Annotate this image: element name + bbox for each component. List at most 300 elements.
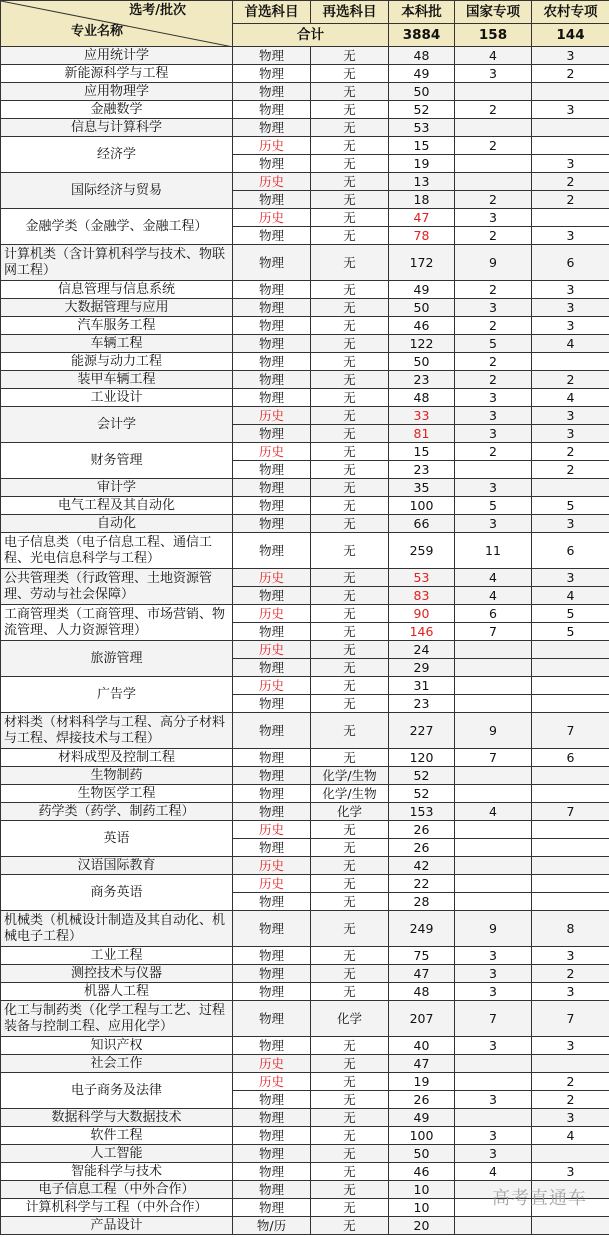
nongcun-count: 3 xyxy=(532,425,609,443)
second-subject: 无 xyxy=(311,47,389,65)
nongcun-count xyxy=(532,137,609,155)
major-name: 人工智能 xyxy=(1,1145,233,1163)
major-name: 智能科学与技术 xyxy=(1,1163,233,1181)
first-subject: 物理 xyxy=(233,839,311,857)
benke-count: 26 xyxy=(389,839,455,857)
major-name: 应用统计学 xyxy=(1,47,233,65)
nongcun-count xyxy=(532,1217,609,1235)
major-name: 车辆工程 xyxy=(1,335,233,353)
major-name: 电子信息类（电子信息工程、通信工程、光电信息科学与工程） xyxy=(1,533,233,569)
guojia-count: 4 xyxy=(455,1163,532,1181)
benke-count: 47 xyxy=(389,965,455,983)
guojia-count xyxy=(455,1073,532,1091)
corner-cell xyxy=(1,1,233,47)
total-guojia: 158 xyxy=(455,24,532,47)
table-row xyxy=(1,299,609,317)
nongcun-count: 2 xyxy=(532,173,609,191)
first-subject: 物理 xyxy=(233,245,311,281)
table-row xyxy=(1,911,609,947)
second-subject: 无 xyxy=(311,317,389,335)
table-row xyxy=(1,83,609,101)
second-subject: 无 xyxy=(311,173,389,191)
col-header-first-subject: 首选科目 xyxy=(233,1,311,24)
major-name: 信息与计算科学 xyxy=(1,119,233,137)
col-header-second-subject: 再选科目 xyxy=(311,1,389,24)
first-subject: 历史 xyxy=(233,407,311,425)
first-subject: 物理 xyxy=(233,947,311,965)
table-row xyxy=(1,605,609,623)
table-row xyxy=(1,515,609,533)
guojia-count: 2 xyxy=(455,317,532,335)
major-name: 汉语国际教育 xyxy=(1,857,233,875)
second-subject: 无 xyxy=(311,461,389,479)
benke-count: 83 xyxy=(389,587,455,605)
col-header-guojia: 国家专项 xyxy=(455,1,532,24)
major-name: 化工与制药类（化学工程与工艺、过程装备与控制工程、应用化学） xyxy=(1,1001,233,1037)
guojia-count: 5 xyxy=(455,335,532,353)
second-subject: 无 xyxy=(311,1055,389,1073)
second-subject: 无 xyxy=(311,1109,389,1127)
table-row xyxy=(1,821,609,839)
benke-count: 28 xyxy=(389,893,455,911)
first-subject: 物理 xyxy=(233,713,311,749)
nongcun-count xyxy=(532,119,609,137)
second-subject: 无 xyxy=(311,587,389,605)
second-subject: 无 xyxy=(311,857,389,875)
first-subject: 物理 xyxy=(233,767,311,785)
first-subject: 历史 xyxy=(233,821,311,839)
first-subject: 物理 xyxy=(233,515,311,533)
corner-top-label: 选考/批次 xyxy=(129,3,186,18)
benke-count: 26 xyxy=(389,1091,455,1109)
first-subject: 历史 xyxy=(233,857,311,875)
nongcun-count: 2 xyxy=(532,1073,609,1091)
nongcun-count: 6 xyxy=(532,533,609,569)
nongcun-count: 3 xyxy=(532,155,609,173)
nongcun-count: 6 xyxy=(532,245,609,281)
nongcun-count: 6 xyxy=(532,749,609,767)
second-subject: 无 xyxy=(311,479,389,497)
major-name: 应用物理学 xyxy=(1,83,233,101)
guojia-count: 3 xyxy=(455,389,532,407)
major-name: 财务管理 xyxy=(1,443,233,479)
total-nongcun: 144 xyxy=(532,24,609,47)
benke-count: 49 xyxy=(389,1109,455,1127)
corner-bottom-label: 专业名称 xyxy=(71,24,124,39)
table-row xyxy=(1,533,609,569)
second-subject: 无 xyxy=(311,1091,389,1109)
table-row xyxy=(1,767,609,785)
second-subject: 无 xyxy=(311,389,389,407)
guojia-count: 7 xyxy=(455,749,532,767)
nongcun-count: 3 xyxy=(532,227,609,245)
first-subject: 历史 xyxy=(233,641,311,659)
first-subject: 物/历 xyxy=(233,1217,311,1235)
benke-count: 47 xyxy=(389,1055,455,1073)
nongcun-count: 3 xyxy=(532,299,609,317)
second-subject: 无 xyxy=(311,335,389,353)
guojia-count xyxy=(455,1055,532,1073)
guojia-count: 3 xyxy=(455,947,532,965)
second-subject: 无 xyxy=(311,371,389,389)
first-subject: 历史 xyxy=(233,875,311,893)
major-name: 工业设计 xyxy=(1,389,233,407)
first-subject: 物理 xyxy=(233,299,311,317)
second-subject: 无 xyxy=(311,893,389,911)
first-subject: 历史 xyxy=(233,443,311,461)
first-subject: 物理 xyxy=(233,65,311,83)
guojia-count: 3 xyxy=(455,1127,532,1145)
second-subject: 无 xyxy=(311,281,389,299)
benke-count: 49 xyxy=(389,281,455,299)
table-body xyxy=(1,47,609,1235)
second-subject: 无 xyxy=(311,245,389,281)
guojia-count: 3 xyxy=(455,479,532,497)
table-row xyxy=(1,335,609,353)
first-subject: 历史 xyxy=(233,209,311,227)
table-row xyxy=(1,371,609,389)
nongcun-count: 3 xyxy=(532,1109,609,1127)
nongcun-count xyxy=(532,209,609,227)
second-subject: 无 xyxy=(311,911,389,947)
guojia-count xyxy=(455,83,532,101)
first-subject: 物理 xyxy=(233,1091,311,1109)
major-name: 旅游管理 xyxy=(1,641,233,677)
table-row xyxy=(1,947,609,965)
first-subject: 物理 xyxy=(233,191,311,209)
table-row xyxy=(1,1037,609,1055)
second-subject: 无 xyxy=(311,515,389,533)
first-subject: 物理 xyxy=(233,983,311,1001)
first-subject: 物理 xyxy=(233,389,311,407)
first-subject: 历史 xyxy=(233,569,311,587)
benke-count: 48 xyxy=(389,47,455,65)
first-subject: 物理 xyxy=(233,155,311,173)
benke-count: 172 xyxy=(389,245,455,281)
guojia-count xyxy=(455,659,532,677)
second-subject: 无 xyxy=(311,947,389,965)
major-name: 机械类（机械设计制造及其自动化、机械电子工程） xyxy=(1,911,233,947)
major-name: 社会工作 xyxy=(1,1055,233,1073)
guojia-count xyxy=(455,677,532,695)
nongcun-count xyxy=(532,641,609,659)
benke-count: 120 xyxy=(389,749,455,767)
guojia-count: 3 xyxy=(455,1091,532,1109)
major-name: 自动化 xyxy=(1,515,233,533)
nongcun-count xyxy=(532,659,609,677)
benke-count: 146 xyxy=(389,623,455,641)
guojia-count xyxy=(455,173,532,191)
nongcun-count xyxy=(532,1145,609,1163)
table-row xyxy=(1,965,609,983)
benke-count: 52 xyxy=(389,767,455,785)
first-subject: 物理 xyxy=(233,119,311,137)
major-name: 能源与动力工程 xyxy=(1,353,233,371)
table-row xyxy=(1,173,609,191)
guojia-count: 6 xyxy=(455,605,532,623)
major-name: 材料成型及控制工程 xyxy=(1,749,233,767)
total-benke: 3884 xyxy=(389,24,455,47)
benke-count: 33 xyxy=(389,407,455,425)
second-subject: 无 xyxy=(311,1145,389,1163)
first-subject: 历史 xyxy=(233,173,311,191)
second-subject: 无 xyxy=(311,209,389,227)
nongcun-count: 2 xyxy=(532,461,609,479)
guojia-count: 3 xyxy=(455,65,532,83)
guojia-count: 3 xyxy=(455,1037,532,1055)
major-name: 商务英语 xyxy=(1,875,233,911)
second-subject: 无 xyxy=(311,227,389,245)
benke-count: 10 xyxy=(389,1199,455,1217)
major-name: 金融数学 xyxy=(1,101,233,119)
second-subject: 无 xyxy=(311,875,389,893)
major-name: 数据科学与大数据技术 xyxy=(1,1109,233,1127)
benke-count: 153 xyxy=(389,803,455,821)
benke-count: 40 xyxy=(389,1037,455,1055)
major-name: 机器人工程 xyxy=(1,983,233,1001)
second-subject: 无 xyxy=(311,1181,389,1199)
second-subject: 无 xyxy=(311,965,389,983)
major-name: 经济学 xyxy=(1,137,233,173)
major-name: 计算机科学与工程（中外合作） xyxy=(1,1199,233,1217)
guojia-count: 11 xyxy=(455,533,532,569)
benke-count: 15 xyxy=(389,443,455,461)
first-subject: 物理 xyxy=(233,281,311,299)
table-row xyxy=(1,983,609,1001)
second-subject: 无 xyxy=(311,1163,389,1181)
nongcun-count xyxy=(532,857,609,875)
guojia-count: 2 xyxy=(455,353,532,371)
table-row xyxy=(1,569,609,587)
table-row xyxy=(1,245,609,281)
table-row xyxy=(1,317,609,335)
second-subject: 无 xyxy=(311,1037,389,1055)
benke-count: 78 xyxy=(389,227,455,245)
second-subject: 无 xyxy=(311,191,389,209)
first-subject: 历史 xyxy=(233,605,311,623)
table-row xyxy=(1,1127,609,1145)
first-subject: 物理 xyxy=(233,893,311,911)
first-subject: 物理 xyxy=(233,749,311,767)
nongcun-count: 3 xyxy=(532,317,609,335)
nongcun-count: 3 xyxy=(532,515,609,533)
major-name: 知识产权 xyxy=(1,1037,233,1055)
major-name: 英语 xyxy=(1,821,233,857)
header-row xyxy=(1,1,609,24)
second-subject: 化学/生物 xyxy=(311,767,389,785)
benke-count: 52 xyxy=(389,785,455,803)
table-row xyxy=(1,65,609,83)
benke-count: 100 xyxy=(389,497,455,515)
first-subject: 历史 xyxy=(233,1055,311,1073)
benke-count: 207 xyxy=(389,1001,455,1037)
nongcun-count: 3 xyxy=(532,947,609,965)
nongcun-count xyxy=(532,893,609,911)
nongcun-count: 3 xyxy=(532,983,609,1001)
benke-count: 15 xyxy=(389,137,455,155)
guojia-count xyxy=(455,767,532,785)
guojia-count: 3 xyxy=(455,983,532,1001)
guojia-count: 3 xyxy=(455,299,532,317)
first-subject: 物理 xyxy=(233,47,311,65)
first-subject: 物理 xyxy=(233,479,311,497)
nongcun-count xyxy=(532,875,609,893)
table-row xyxy=(1,1055,609,1073)
benke-count: 249 xyxy=(389,911,455,947)
nongcun-count: 3 xyxy=(532,569,609,587)
benke-count: 50 xyxy=(389,83,455,101)
first-subject: 物理 xyxy=(233,1109,311,1127)
second-subject: 无 xyxy=(311,299,389,317)
benke-count: 227 xyxy=(389,713,455,749)
benke-count: 75 xyxy=(389,947,455,965)
nongcun-count: 7 xyxy=(532,1001,609,1037)
major-name: 软件工程 xyxy=(1,1127,233,1145)
guojia-count xyxy=(455,875,532,893)
benke-count: 23 xyxy=(389,695,455,713)
major-name: 金融学类（金融学、金融工程） xyxy=(1,209,233,245)
table-row xyxy=(1,677,609,695)
nongcun-count: 5 xyxy=(532,497,609,515)
guojia-count: 2 xyxy=(455,281,532,299)
second-subject: 无 xyxy=(311,407,389,425)
major-name: 装甲车辆工程 xyxy=(1,371,233,389)
table-row xyxy=(1,47,609,65)
major-name: 电子信息工程（中外合作） xyxy=(1,1181,233,1199)
first-subject: 物理 xyxy=(233,83,311,101)
guojia-count: 2 xyxy=(455,227,532,245)
second-subject: 无 xyxy=(311,1073,389,1091)
guojia-count xyxy=(455,461,532,479)
second-subject: 无 xyxy=(311,641,389,659)
major-name: 电气工程及其自动化 xyxy=(1,497,233,515)
benke-count: 20 xyxy=(389,1217,455,1235)
benke-count: 81 xyxy=(389,425,455,443)
table-row xyxy=(1,1073,609,1091)
second-subject: 无 xyxy=(311,713,389,749)
second-subject: 无 xyxy=(311,1127,389,1145)
benke-count: 10 xyxy=(389,1181,455,1199)
benke-count: 52 xyxy=(389,101,455,119)
major-name: 汽车服务工程 xyxy=(1,317,233,335)
guojia-count: 3 xyxy=(455,1145,532,1163)
benke-count: 66 xyxy=(389,515,455,533)
nongcun-count: 5 xyxy=(532,605,609,623)
second-subject: 无 xyxy=(311,155,389,173)
guojia-count: 4 xyxy=(455,803,532,821)
guojia-count xyxy=(455,839,532,857)
nongcun-count xyxy=(532,677,609,695)
first-subject: 物理 xyxy=(233,659,311,677)
guojia-count: 4 xyxy=(455,47,532,65)
guojia-count xyxy=(455,155,532,173)
nongcun-count: 4 xyxy=(532,1127,609,1145)
second-subject: 无 xyxy=(311,1217,389,1235)
nongcun-count: 2 xyxy=(532,965,609,983)
second-subject: 无 xyxy=(311,137,389,155)
first-subject: 物理 xyxy=(233,317,311,335)
guojia-count: 9 xyxy=(455,911,532,947)
first-subject: 物理 xyxy=(233,803,311,821)
guojia-count xyxy=(455,1109,532,1127)
benke-count: 47 xyxy=(389,209,455,227)
major-name: 生物医学工程 xyxy=(1,785,233,803)
second-subject: 无 xyxy=(311,677,389,695)
second-subject: 无 xyxy=(311,443,389,461)
second-subject: 无 xyxy=(311,353,389,371)
guojia-count xyxy=(455,821,532,839)
first-subject: 物理 xyxy=(233,371,311,389)
nongcun-count: 7 xyxy=(532,803,609,821)
table-row xyxy=(1,1217,609,1235)
first-subject: 物理 xyxy=(233,1001,311,1037)
table-row xyxy=(1,389,609,407)
major-name: 信息管理与信息系统 xyxy=(1,281,233,299)
first-subject: 物理 xyxy=(233,695,311,713)
benke-count: 22 xyxy=(389,875,455,893)
major-name: 大数据管理与应用 xyxy=(1,299,233,317)
nongcun-count: 3 xyxy=(532,47,609,65)
first-subject: 历史 xyxy=(233,137,311,155)
nongcun-count: 2 xyxy=(532,443,609,461)
first-subject: 物理 xyxy=(233,497,311,515)
benke-count: 259 xyxy=(389,533,455,569)
major-name: 工业工程 xyxy=(1,947,233,965)
nongcun-count: 4 xyxy=(532,389,609,407)
benke-count: 46 xyxy=(389,317,455,335)
benke-count: 29 xyxy=(389,659,455,677)
first-subject: 物理 xyxy=(233,1181,311,1199)
table-row xyxy=(1,281,609,299)
second-subject: 无 xyxy=(311,569,389,587)
major-name: 审计学 xyxy=(1,479,233,497)
table-row xyxy=(1,443,609,461)
table-row xyxy=(1,1163,609,1181)
second-subject: 无 xyxy=(311,749,389,767)
nongcun-count xyxy=(532,785,609,803)
table-row xyxy=(1,1109,609,1127)
guojia-count xyxy=(455,785,532,803)
nongcun-count: 2 xyxy=(532,65,609,83)
guojia-count: 3 xyxy=(455,407,532,425)
nongcun-count xyxy=(532,839,609,857)
nongcun-count: 3 xyxy=(532,281,609,299)
nongcun-count: 2 xyxy=(532,371,609,389)
benke-count: 50 xyxy=(389,1145,455,1163)
guojia-count: 7 xyxy=(455,623,532,641)
guojia-count: 2 xyxy=(455,443,532,461)
nongcun-count: 8 xyxy=(532,911,609,947)
nongcun-count xyxy=(532,767,609,785)
benke-count: 100 xyxy=(389,1127,455,1145)
second-subject: 无 xyxy=(311,695,389,713)
nongcun-count: 2 xyxy=(532,191,609,209)
major-name: 测控技术与仪器 xyxy=(1,965,233,983)
benke-count: 26 xyxy=(389,821,455,839)
table-row xyxy=(1,875,609,893)
first-subject: 物理 xyxy=(233,785,311,803)
benke-count: 19 xyxy=(389,1073,455,1091)
major-name: 公共管理类（行政管理、土地资源管理、劳动与社会保障） xyxy=(1,569,233,605)
guojia-count xyxy=(455,641,532,659)
guojia-count xyxy=(455,893,532,911)
second-subject: 无 xyxy=(311,821,389,839)
table-row xyxy=(1,407,609,425)
table-row xyxy=(1,119,609,137)
major-name: 产品设计 xyxy=(1,1217,233,1235)
col-header-benke: 本科批 xyxy=(389,1,455,24)
major-name: 生物制药 xyxy=(1,767,233,785)
